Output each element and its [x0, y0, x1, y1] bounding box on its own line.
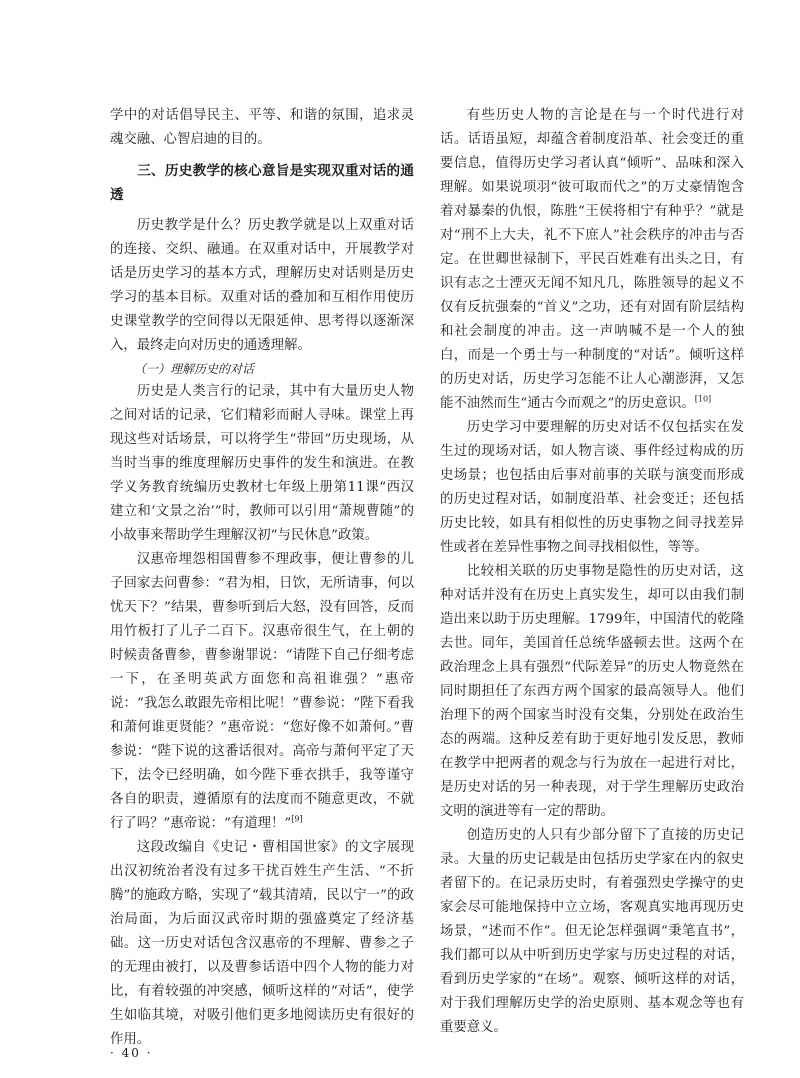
subsection-heading: （一）理解历史的对话 — [134, 362, 255, 376]
page-number: · 40 · — [110, 1046, 153, 1060]
paragraph-text: 有些历史人物的言论是在与一个时代进行对话。话语虽短，却蕴含着制度沿革、社会变迁的重要信息，值得历史学习者认真“倾听”、品味和深入理解。如果说项羽“彼可取而代之”的万丈豪情饱含着对暴秦的仇恨，陈胜“王侯将相宁有种乎？”就是对“刑不上大夫，礼不下庶人”社会秩序的冲击与否定。在世卿世禄制下，平民百姓难有出头之日，有识有志之士湮灭无闻不知凡几，陈胜领导的起义不仅有反抗强秦的“首义”之功，还有对固有阶层结构和社会制度的冲击。这一声呐喊不是一个人的独白，而是一个勇士与一种制度的“对话”。倾听这样的历史对话，历史学习怎能不让人心潮澎湃，又怎能不油然而生“通古今而观之”的历史意识。 — [440, 108, 744, 411]
paragraph-text: 汉惠帝埋怨相国曹参不理政事，便让曹参的儿子回家去问曹参：“君为相，日饮，无所请事，何以忧天下？”结果，曹参听到后大怒，没有回答，反而用竹板打了儿子二百下。汉惠帝很生气，在上朝的时候责备曹参，曹参谢罪说：“请陛下自己仔细考虑一下，在圣明英武方面您和高祖谁强？”惠帝说：“我怎么敢跟先帝相比呢！”曹参说：“陛下看我和萧何谁更贤能？”惠帝说：“您好像不如萧何。”曹参说：“陛下说的这番话很对。高帝与萧何平定了天下，法令已经明确，如今陛下垂衣拱手，我等谨守各自的职责，遵循原有的法度而不随意更改，不就行了吗？”惠帝说：“有道理！” — [110, 552, 414, 831]
section-heading: 三、历史教学的核心意旨是实现双重对话的通透 — [110, 163, 414, 203]
paragraph-with-ref — [440, 104, 744, 416]
paragraph: 历史是人类言行的记录，其中有大量历史人物之间对话的记录，它们精彩而耐人寻味。课堂上再现这些对话场景，可以将学生“带回”历史现场，从当时当事的维度理解历史事件的发生和演进。在教学义务教育统编历史教材七年级上册第11课“西汉建立和‘文景之治’”时，教师可以引用“萧规曹随”的小故事来帮助学生理解汉初“与民休息”政策。 — [110, 384, 414, 543]
right-column — [440, 104, 744, 1040]
paragraph: 历史教学是什么？历史教学就是以上双重对话的连接、交织、融通。在双重对话中，开展教学对话是历史学习的基本方式，理解历史对话则是历史学习的基本目标。双重对话的叠加和互相作用使历史课堂教学的空间得以无限延伸、思考得以逐渐深入，最终走向对历史的通透理解。 — [110, 218, 414, 353]
citation-ref: [10] — [694, 394, 712, 404]
citation-ref: [9] — [291, 814, 303, 824]
paragraph: 历史学习中要理解的历史对话不仅包括实在发生过的现场对话，如人物言谈、事件经过构成的历史场景；也包括由后事对前事的关联与演变而形成的历史过程对话，如制度沿革、社会变迁；还包括历史比较，如具有相似性的历史事物之间寻找差异性或者在差异性事物之间寻找相似性，等等。 — [440, 420, 744, 555]
paragraph: 创造历史的人只有少部分留下了直接的历史记录。大量的历史记载是由包括历史学家在内的叙史者留下的。在记录历史时，有着强烈史学操守的史家会尽可能地保持中立立场，客观真实地再现历史场景，“述而不作”。但无论怎样强调“秉笔直书”，我们都可以从中听到历史学家与历史过程的对话，看到历史学家的“在场”。观察、倾听这样的对话，对于我们理解历史学的治史原则、基本观念等也有重要意义。 — [440, 828, 744, 1035]
left-column — [110, 104, 414, 1052]
paragraph: 学中的对话倡导民主、平等、和谐的氛围，追求灵魂交融、心智启迪的目的。 — [110, 108, 414, 147]
paragraph: 比较相关联的历史事物是隐性的历史对话，这种对话并没有在历史上真实发生，却可以由我们制造出来以助于历史理解。1799年，中国清代的乾隆去世。同年，美国首任总统华盛顿去世。这两个在政治理念上具有强烈“代际差异”的历史人物竟然在同时期担任了东西方两个国家的最高领导人。他们治理下的两个国家当时没有交集，分别处在政治生态的两端。这种反差有助于更好地引发反思，教师在教学中把两者的观念与行为放在一起进行对比，是历史对话的另一种表现，对于学生理解历史政治文明的演进等有一定的帮助。 — [440, 564, 744, 819]
paragraph-with-ref — [110, 548, 414, 836]
paragraph: 这段改编自《史记・曹相国世家》的文字展现出汉初统治者没有过多干扰百姓生产生活、“不折腾”的施政方略，实现了“载其清靖，民以宁一”的政治局面，为后面汉武帝时期的强盛奠定了经济基础。这一历史对话包含汉惠帝的不理解、曹参之子的无理由被打，以及曹参话语中四个人物的能力对比，有着较强的冲突感，倾听这样的“对话”，使学生如临其境，对吸引他们更多地阅读历史有很好的作用。 — [110, 840, 414, 1047]
